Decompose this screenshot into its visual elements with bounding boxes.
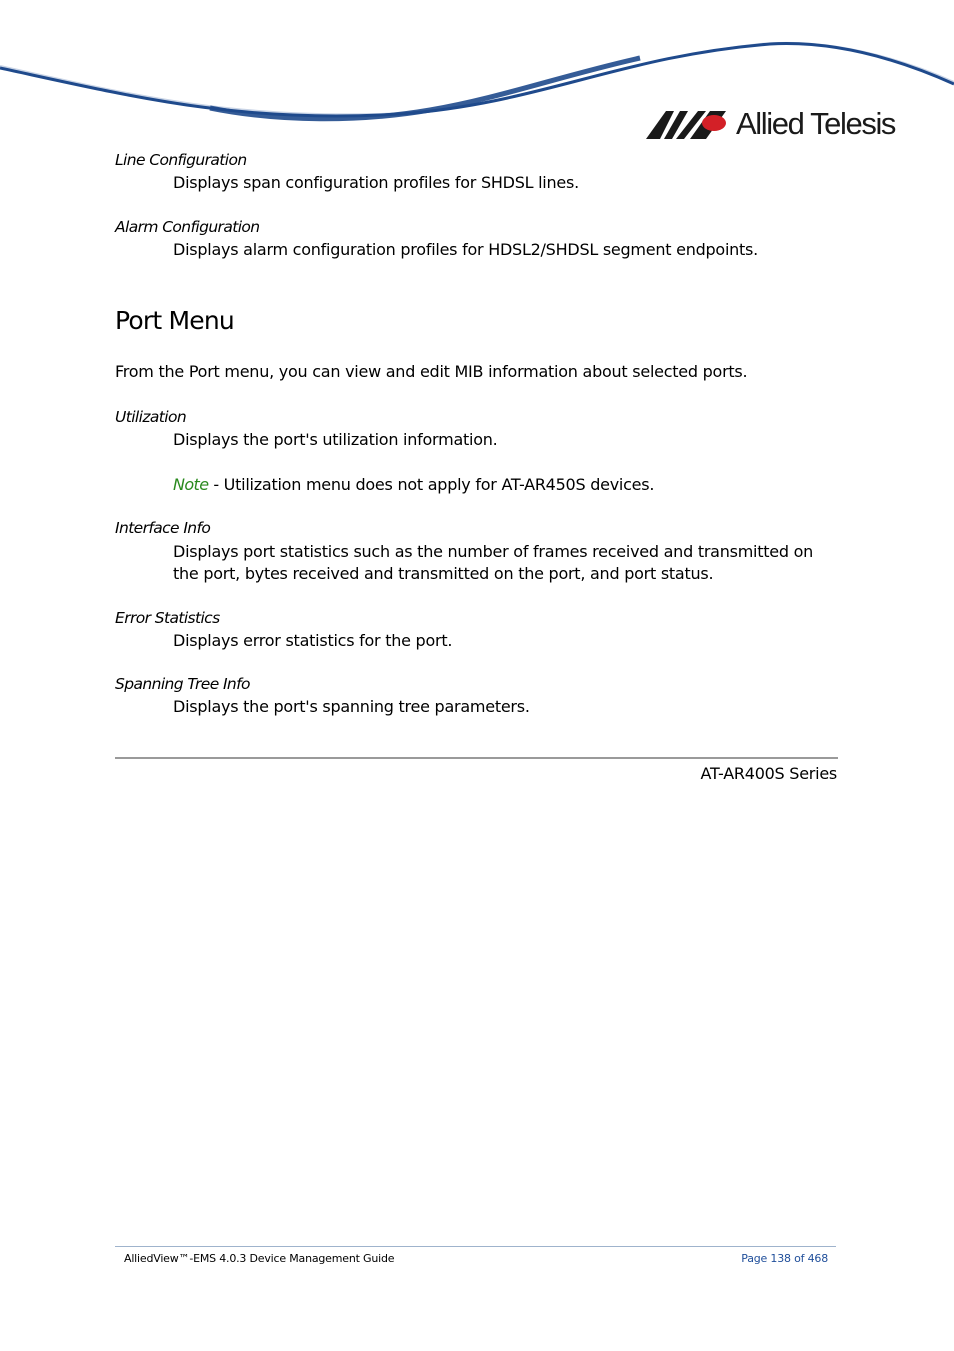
note-label: Note — [173, 475, 209, 494]
desc-interface-info-line1: Displays port statistics such as the number of frames received and transmitted on — [173, 542, 814, 561]
allied-telesis-logo — [646, 108, 895, 139]
term-line-configuration: Line Configuration — [115, 151, 247, 169]
footer-divider — [115, 1246, 836, 1247]
term-alarm-configuration: Alarm Configuration — [115, 218, 260, 236]
logo-wordmark: Allied Telesis — [736, 106, 896, 141]
desc-interface-info-line2: the port, bytes received and transmitted on the port, and port status. — [173, 564, 714, 583]
utilization-note — [173, 474, 654, 496]
port-menu-intro: From the Port menu, you can view and edit MIB information about selected ports. — [115, 362, 748, 381]
desc-utilization: Displays the port's utilization information. — [173, 430, 498, 449]
desc-line-configuration: Displays span configuration profiles for SHDSL lines. — [173, 173, 579, 192]
desc-alarm-configuration: Displays alarm configuration profiles for HDSL2/SHDSL segment endpoints. — [173, 240, 758, 259]
term-error-statistics: Error Statistics — [115, 609, 220, 627]
desc-error-statistics: Displays error statistics for the port. — [173, 631, 453, 650]
term-utilization: Utilization — [115, 408, 187, 426]
footer-guide-title: AlliedView™-EMS 4.0.3 Device Management Guide — [124, 1252, 395, 1265]
section-divider — [115, 757, 838, 759]
term-spanning-tree-info: Spanning Tree Info — [115, 675, 250, 693]
footer-page-number: Page 138 of 468 — [741, 1252, 828, 1265]
series-label: AT-AR400S Series — [700, 764, 837, 783]
section-heading-port-menu: Port Menu — [115, 306, 234, 335]
allied-telesis-mark-icon — [646, 109, 728, 139]
note-text: - Utilization menu does not apply for AT-AR450S devices. — [208, 475, 655, 494]
desc-spanning-tree-info: Displays the port's spanning tree parameters. — [173, 697, 530, 716]
term-interface-info: Interface Info — [115, 519, 211, 537]
